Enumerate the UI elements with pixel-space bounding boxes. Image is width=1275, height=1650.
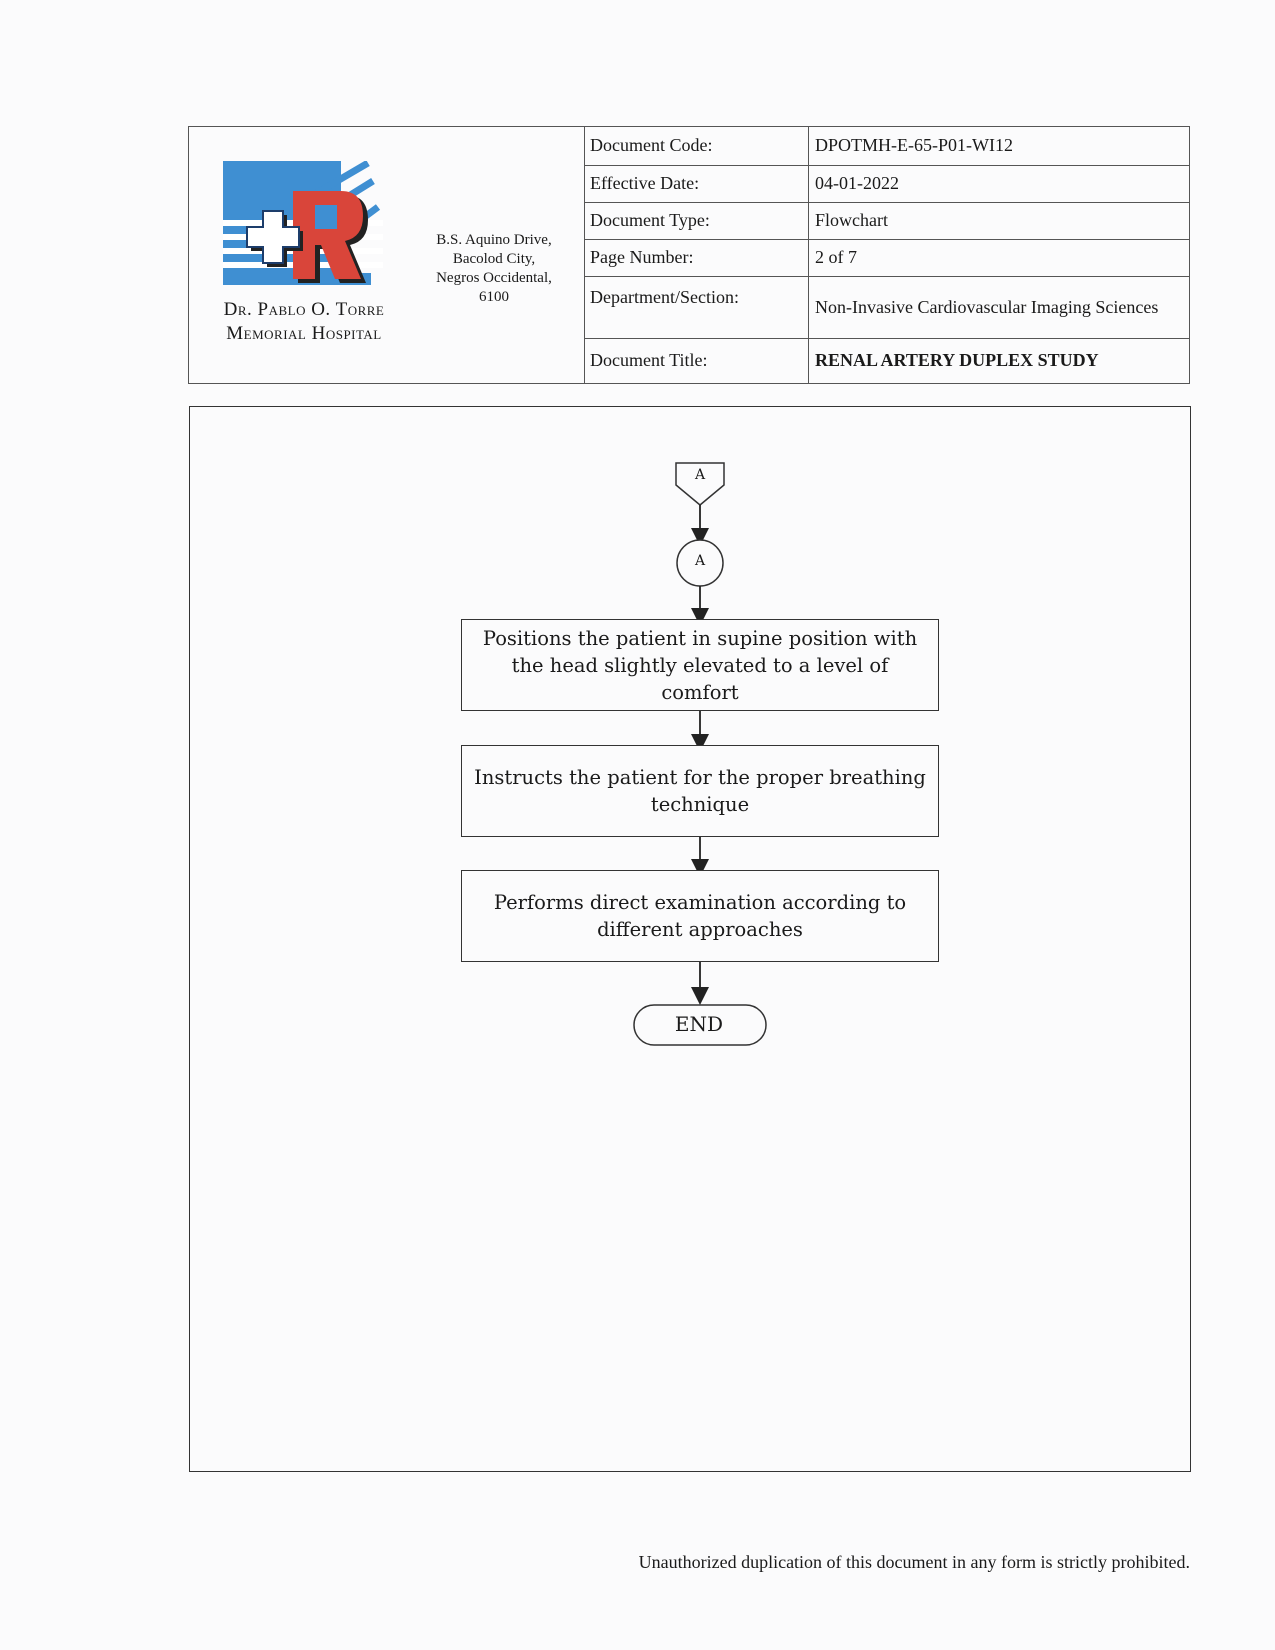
document-type-value: Flowchart: [809, 202, 1190, 239]
flow-step-2: Instructs the patient for the proper breathing technique: [461, 745, 939, 837]
address-line: B.S. Aquino Drive,: [436, 232, 552, 248]
info-row: [584, 127, 1189, 165]
address-line: Bacolod City,: [452, 251, 536, 267]
effective-date-value: 04-01-2022: [809, 165, 1190, 202]
document-header: [188, 126, 1190, 384]
document-type-label: Document Type:: [584, 202, 809, 239]
hospital-address: [419, 231, 569, 307]
info-row: [584, 276, 1189, 338]
info-row: [584, 165, 1189, 202]
document-code-label: Document Code:: [584, 127, 809, 165]
department-label: Department/Section:: [584, 276, 809, 338]
hospital-logo: [223, 161, 383, 321]
flowchart-frame: [189, 406, 1191, 1472]
duplication-notice: Unauthorized duplication of this document in any form is strictly prohibited.: [638, 1552, 1190, 1572]
document-info-table: [584, 127, 1189, 383]
address-line: Negros Occidental,: [436, 270, 552, 286]
offpage-connector-label: A: [694, 467, 706, 483]
department-value: Non-Invasive Cardiovascular Imaging Sciences: [809, 276, 1190, 338]
effective-date-label: Effective Date:: [584, 165, 809, 202]
onpage-connector-label: A: [694, 553, 706, 569]
page-number-label: Page Number:: [584, 239, 809, 276]
hospital-name-line2: Memorial Hospital: [226, 323, 382, 344]
document-code-value: DPOTMH-E-65-P01-WI12: [809, 127, 1190, 165]
info-row: [584, 202, 1189, 239]
flow-step-3: Performs direct examination according to different approaches: [461, 870, 939, 962]
document-title-value: RENAL ARTERY DUPLEX STUDY: [815, 350, 1099, 371]
document-title-label: Document Title:: [584, 338, 809, 383]
info-row: [584, 239, 1189, 276]
address-line: 6100: [479, 289, 509, 305]
logo-cell: [189, 127, 585, 383]
hospital-name-line1: Dr. Pablo O. Torre: [223, 299, 385, 320]
end-terminator-label: END: [674, 1012, 724, 1036]
info-row: [584, 338, 1189, 383]
flow-step-1: Positions the patient in supine position with the head slightly elevated to a level of comfort: [461, 619, 939, 711]
page-number-value: 2 of 7: [809, 239, 1190, 276]
